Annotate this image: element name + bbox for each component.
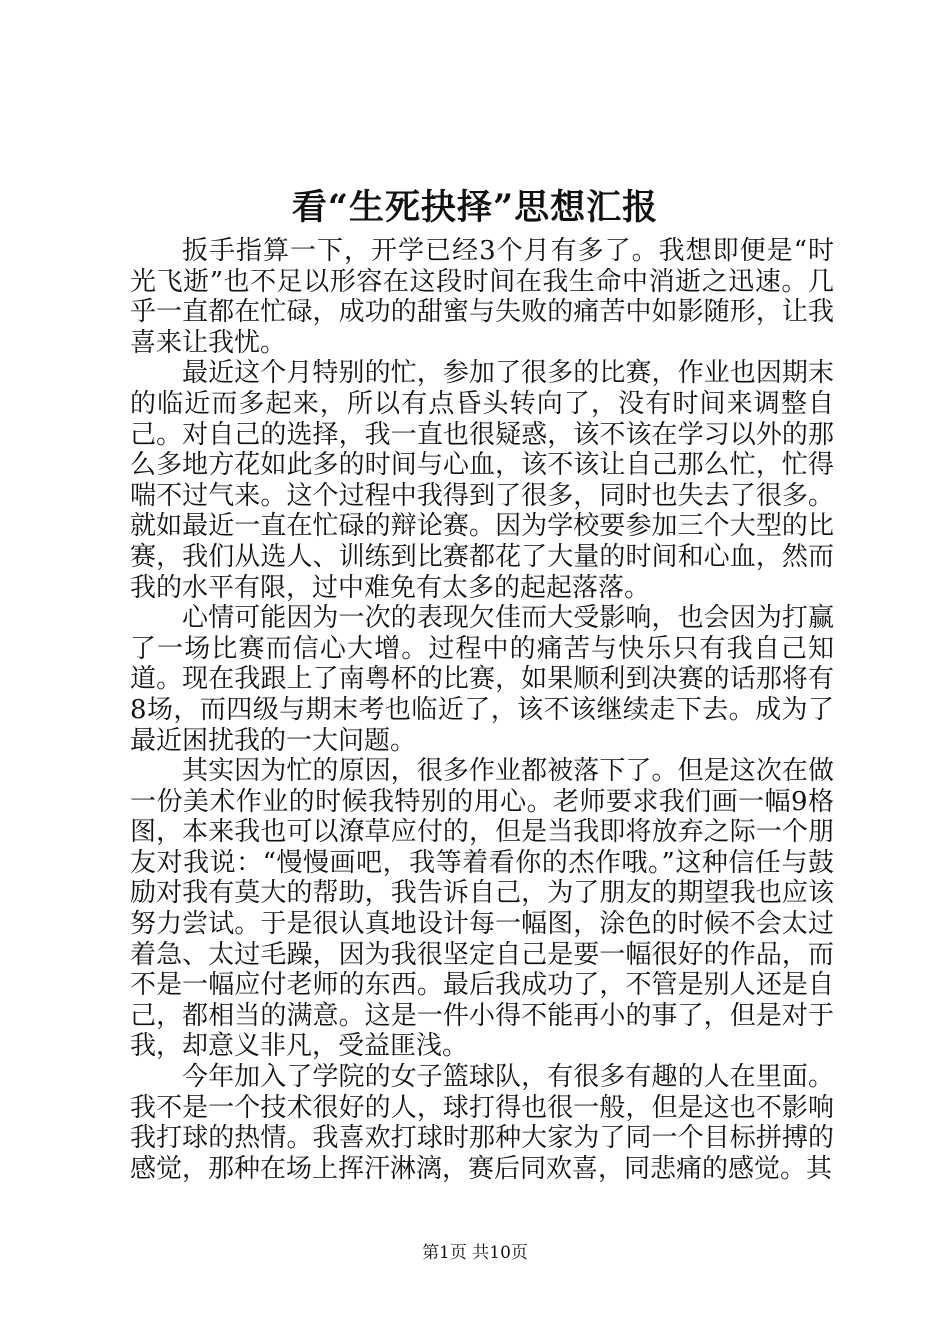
paragraph: 扳手指算一下，开学已经3个月有多了。我想即便是“时光飞逝”也不足以形容在这段时间在我生命中消逝之迅速。几乎一直都在忙碌，成功的甜蜜与失败的痛苦中如影随形，让我喜来让我忧。 bbox=[130, 236, 834, 358]
document-title: 看“生死抉择”思想汇报 bbox=[291, 187, 659, 228]
paragraph: 最近这个月特别的忙，参加了很多的比赛，作业也因期末的临近而多起来，所以有点昏头转向了，没有时间来调整自己。对自己的选择，我一直也很疑惑，该不该在学习以外的那么多地方花如此多的时间与心血，该不该让自己那么忙，忙得喘不过气来。这个过程中我得到了很多，同时也失去了很多。就如最近一直在忙碌的辩论赛。因为学校要参加三个大型的比赛，我们从选人、训练到比赛都花了大量的时间和心血，然而我的水平有限，过中难免有太多的起起落落。 bbox=[130, 358, 834, 603]
document-body bbox=[130, 236, 834, 1184]
paragraph: 其实因为忙的原因，很多作业都被落下了。但是这次在做一份美术作业的时候我特别的用心。老师要求我们画一幅9格图，本来我也可以潦草应付的，但是当我即将放弃之际一个朋友对我说：“慢慢画吧，我等着看你的杰作哦。”这种信任与鼓励对我有莫大的帮助，我告诉自己，为了朋友的期望我也应该努力尝试。于是很认真地设计每一幅图，涂色的时候不会太过着急、太过毛躁，因为我很坚定自己是要一幅很好的作品，而不是一幅应付老师的东西。最后我成功了，不管是别人还是自己，都相当的满意。这是一件小得不能再小的事了，但是对于我，却意义非凡，受益匪浅。 bbox=[130, 756, 834, 1062]
page-number-footer: 第1页 共10页 bbox=[422, 1243, 528, 1263]
paragraph: 心情可能因为一次的表现欠佳而大受影响，也会因为打赢了一场比赛而信心大增。过程中的痛苦与快乐只有我自己知道。现在我跟上了南粤杯的比赛，如果顺利到决赛的话那将有8场，而四级与期末考也临近了，该不该继续走下去。成为了最近困扰我的一大问题。 bbox=[130, 603, 834, 756]
paragraph: 今年加入了学院的女子篮球队，有很多有趣的人在里面。我不是一个技术很好的人，球打得也很一般，但是这也不影响我打球的热情。我喜欢打球时那种大家为了同一个目标拼搏的感觉，那种在场上挥汗淋漓，赛后同欢喜，同悲痛的感觉。其 bbox=[130, 1062, 834, 1184]
